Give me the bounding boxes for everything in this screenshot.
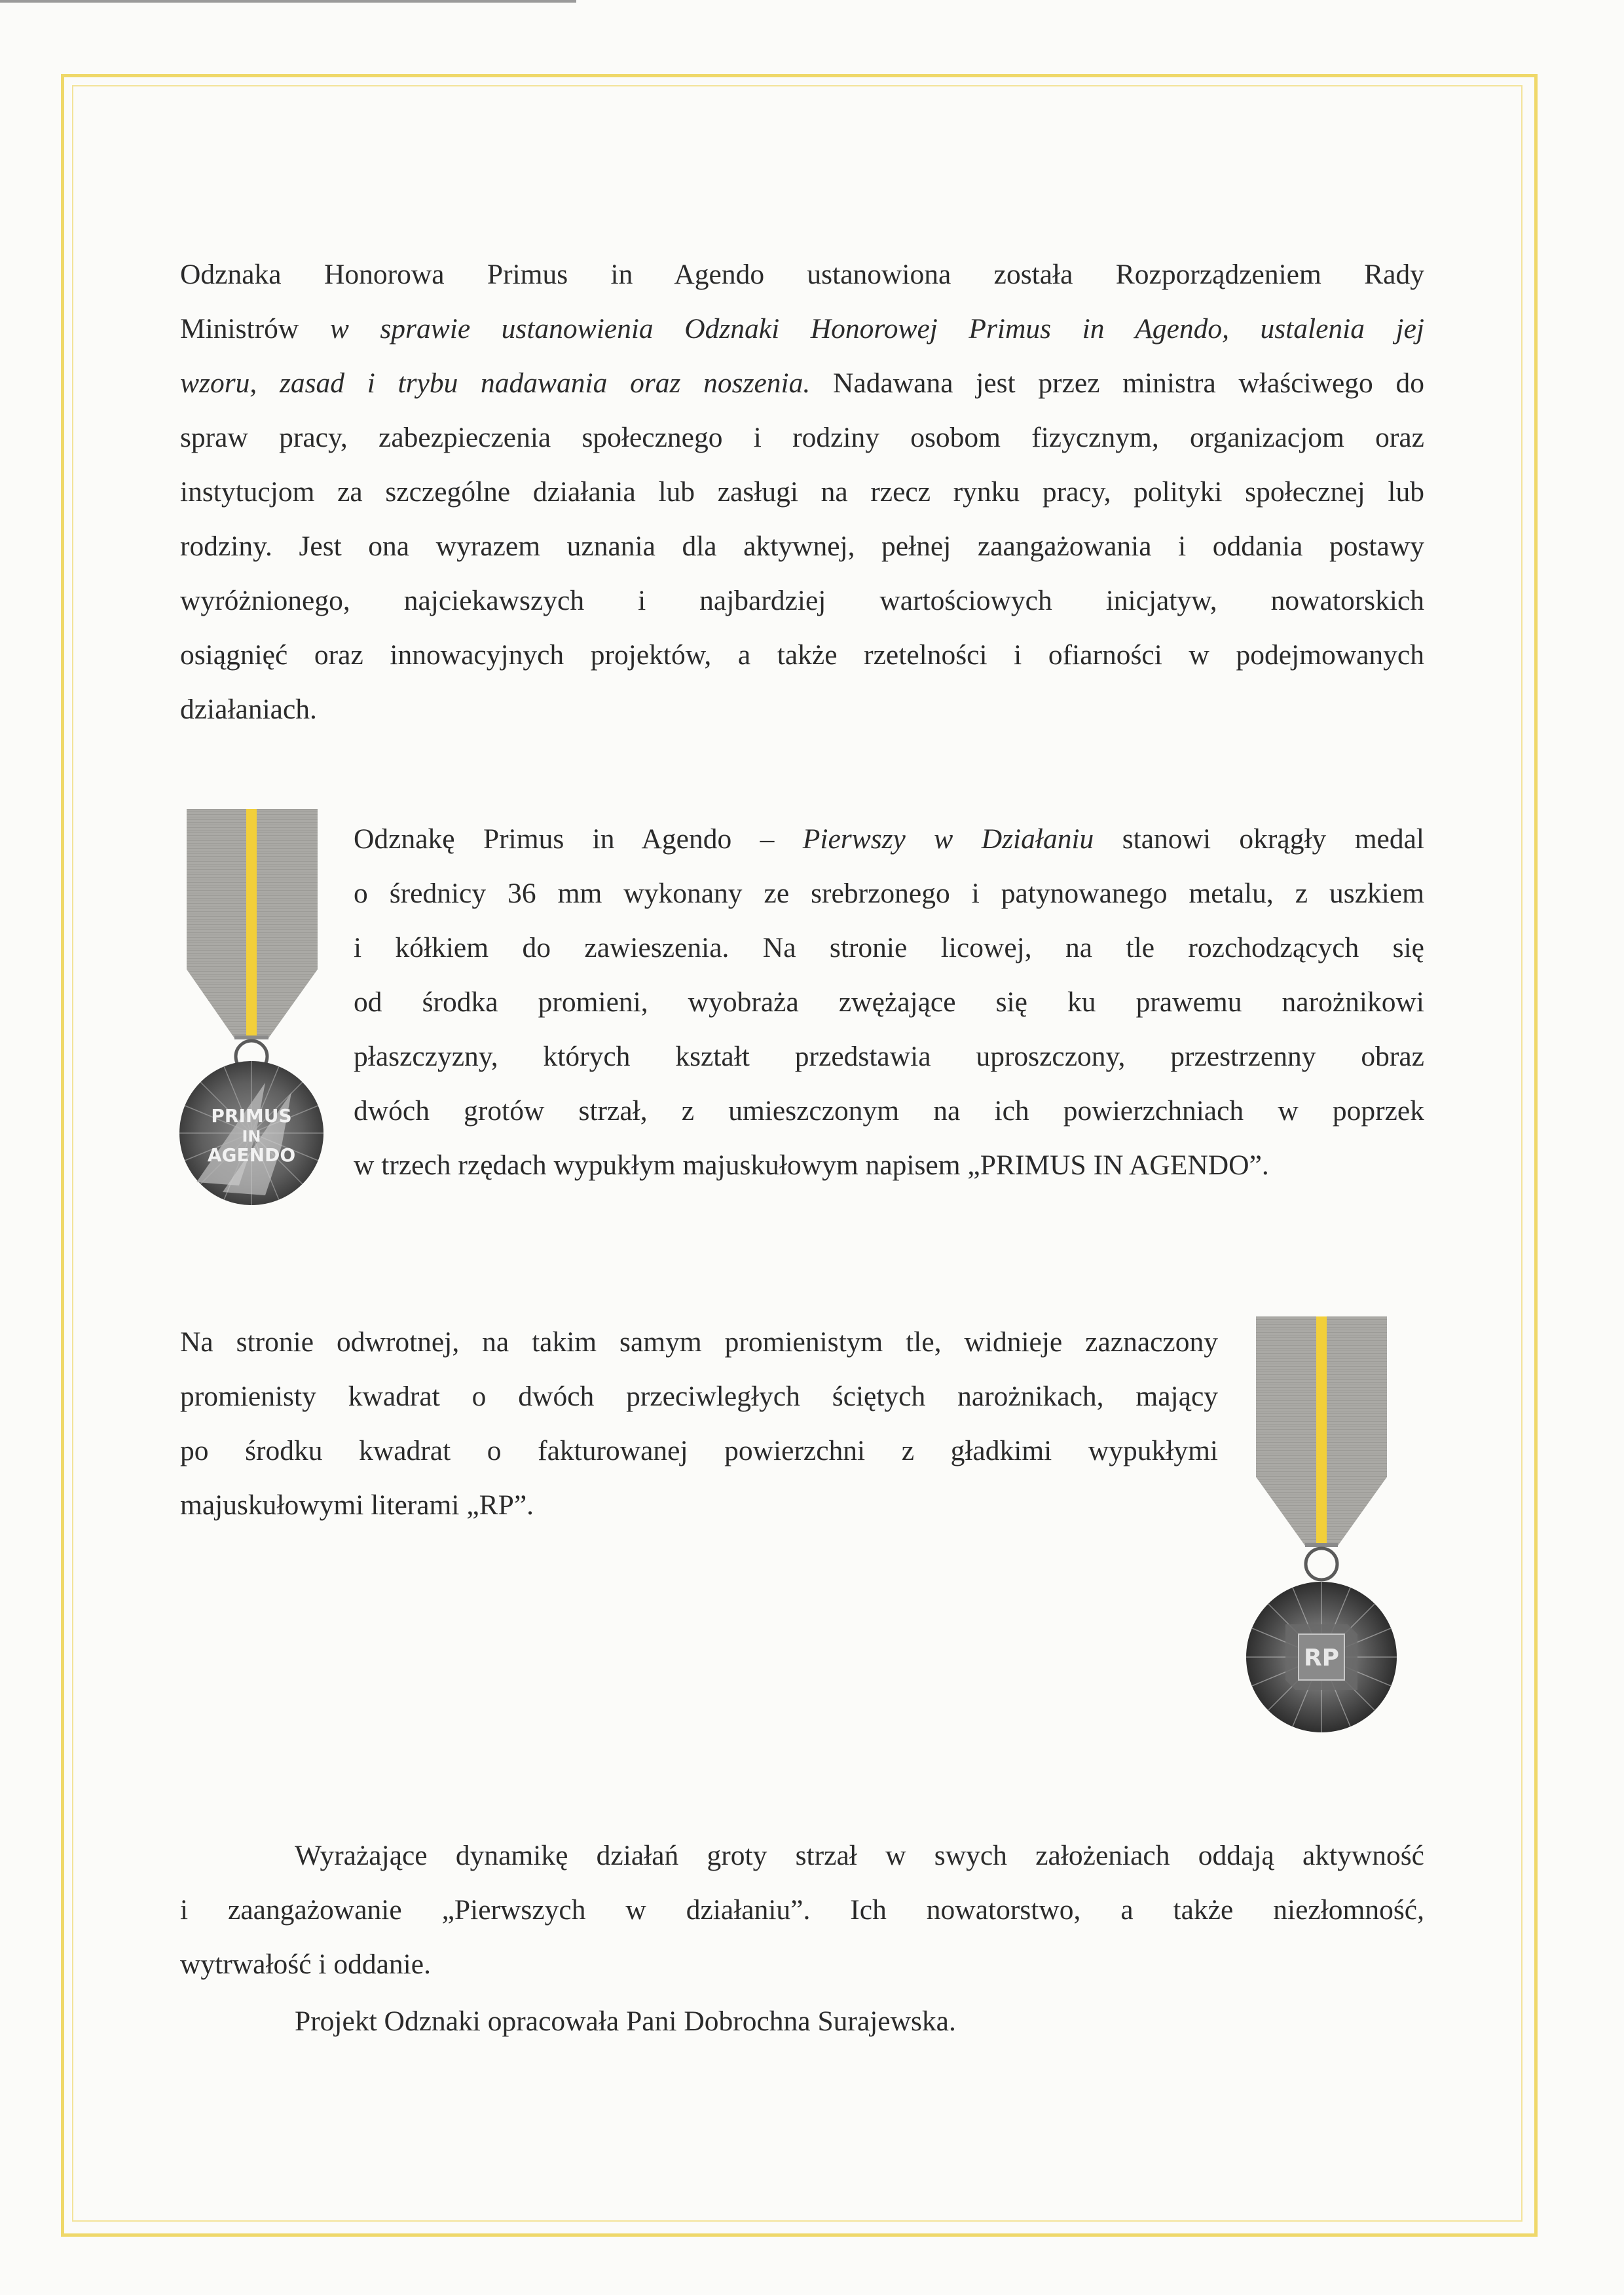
p1-line-5: instytucjom za szczególne działania lub zasługi na rzecz rynku pracy, polityki społecznej lub — [180, 476, 1424, 508]
p3-line-2: promienisty kwadrat o dwóch przeciwległych ściętych narożnikach, mający — [180, 1381, 1218, 1412]
paragraph-reverse-description — [180, 1315, 1218, 1533]
p4-line-1: Wyrażające dynamikę działań groty strzał w swych założeniach oddają aktywność — [295, 1840, 1424, 1871]
p1-line-9: działaniach. — [180, 694, 317, 725]
p1-line-4: spraw pracy, zabezpieczenia społecznego i rodziny osobom fizycznym, organizacjom oraz — [180, 422, 1424, 453]
p1-line-3b: Nadawana jest przez ministra właściwego do — [832, 367, 1425, 399]
p2-line-4: od środka promieni, wyobraża zwężające się ku prawemu narożnikowi — [354, 986, 1424, 1018]
p1-line-6: rodziny. Jest ona wyrazem uznania dla aktywnej, pełnej zaangażowania i oddania postawy — [180, 531, 1424, 562]
p2-line-5: płaszczyzny, których kształt przedstawia uproszczony, przestrzenny obraz — [354, 1041, 1424, 1072]
p5-line-1: Projekt Odznaki opracowała Pani Dobrochna Surajewska. — [295, 2006, 956, 2037]
paragraph-establishment — [180, 248, 1424, 737]
p1-line-3a: wzoru, zasad i trybu nadawania oraz noszenia. — [180, 367, 811, 399]
p2-line-1c: stanowi okrągły medal — [1122, 823, 1424, 855]
p2-line-6: dwóch grotów strzał, z umieszczonym na ich powierzchniach w poprzek — [354, 1095, 1424, 1127]
medal-front-text-3: AGENDO — [207, 1144, 296, 1166]
p1-line-7: wyróżnionego, najciekawszych i najbardziej wartościowych inicjatyw, nowatorskich — [180, 585, 1424, 616]
p1-line-2 — [180, 302, 1424, 356]
p3-line-3: po środku kwadrat o fakturowanej powierzchni z gładkimi wypukłymi — [180, 1435, 1218, 1466]
p1-line-3 — [180, 356, 1424, 411]
p1-line-8: osiągnięć oraz innowacyjnych projektów, a także rzetelności i ofiarności w podejmowanych — [180, 639, 1424, 671]
p1-line-2a: Ministrów — [180, 313, 299, 345]
p3-line-4: majuskułowymi literami „RP”. — [180, 1489, 534, 1521]
medal-front-text-2: IN — [242, 1127, 261, 1146]
p2-line-1 — [354, 812, 1424, 867]
medal-back-image — [1243, 1316, 1400, 1765]
medal-back-letters: RP — [1303, 1645, 1340, 1671]
paragraph-symbolism — [180, 1829, 1424, 1992]
medal-front-image — [177, 809, 327, 1254]
medal-front-text-1: PRIMUS — [211, 1105, 292, 1127]
p2-line-2: o średnicy 36 mm wykonany ze srebrzonego i patynowanego metalu, z uszkiem — [354, 878, 1424, 909]
p1-line-2b: w sprawie ustanowienia Odznaki Honorowej Primus in Agendo, ustalenia jej — [329, 313, 1424, 345]
p2-line-7: w trzech rzędach wypukłym majuskułowym napisem „PRIMUS IN AGENDO”. — [354, 1149, 1269, 1181]
p4-line-2: i zaangażowanie „Pierwszych w działaniu”. Ich nowatorstwo, a także niezłomność, — [180, 1894, 1424, 1926]
p2-line-1b: Pierwszy w Działaniu — [802, 823, 1094, 855]
p3-line-1: Na stronie odwrotnej, na takim samym promienistym tle, widnieje zaznaczony — [180, 1326, 1218, 1358]
scan-edge-line — [0, 0, 576, 3]
paragraph-front-description — [354, 812, 1424, 1193]
paragraph-designer — [295, 1994, 1211, 2049]
p2-line-3: i kółkiem do zawieszenia. Na stronie licowej, na tle rozchodzących się — [354, 932, 1424, 963]
p4-line-3: wytrwałość i oddanie. — [180, 1949, 431, 1980]
p1-line-1: Odznaka Honorowa Primus in Agendo ustanowiona została Rozporządzeniem Rady — [180, 259, 1424, 290]
p2-line-1a: Odznakę Primus in Agendo – — [354, 823, 775, 855]
